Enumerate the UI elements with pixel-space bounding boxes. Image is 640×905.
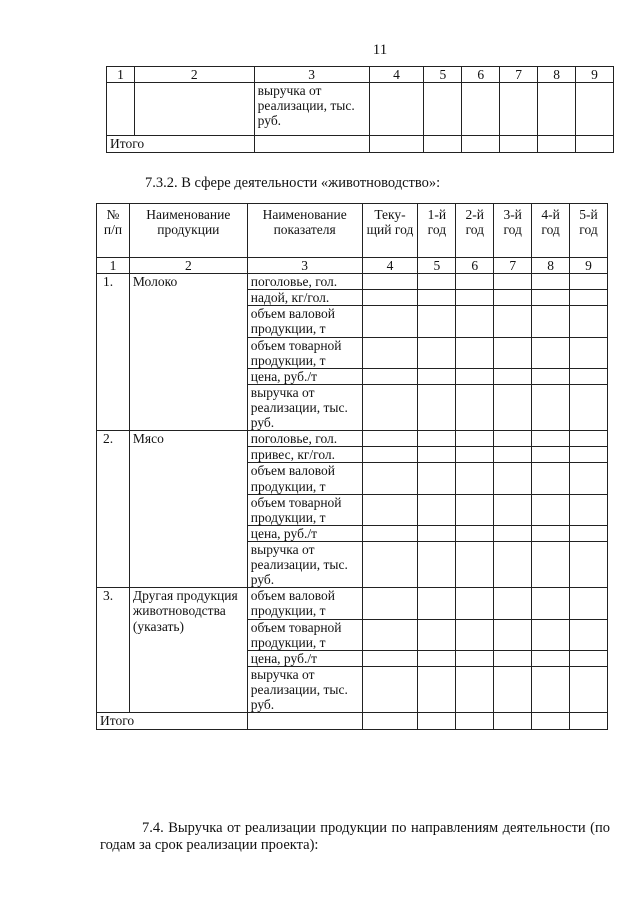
column-header: 3-й год: [494, 204, 532, 258]
value-cell: [494, 431, 532, 447]
indicator-cell: выручка от реализации, тыс. руб.: [247, 541, 362, 587]
value-cell: [532, 384, 570, 430]
indicator-cell: поголовье, гол.: [247, 274, 362, 290]
value-cell: [532, 431, 570, 447]
col-number: 3: [254, 67, 369, 83]
value-cell: [532, 525, 570, 541]
value-cell: [456, 494, 494, 525]
value-cell: [532, 713, 570, 730]
col-number: 4: [362, 258, 418, 274]
value-cell: [570, 619, 608, 650]
indicator-cell: выручка от реализации, тыс. руб.: [247, 384, 362, 430]
value-cell: [532, 337, 570, 368]
column-header: Наименование показателя: [247, 204, 362, 258]
section-title: 7.3.2. В сфере деятельности «животноводство»:: [145, 175, 441, 191]
column-header: 4-й год: [532, 204, 570, 258]
col-number: 5: [418, 258, 456, 274]
col-number: 8: [532, 258, 570, 274]
value-cell: [570, 650, 608, 666]
product-name: Молоко: [129, 274, 247, 431]
section-7-4-text: 7.4. Выручка от реализации продукции по направлениям деятельности (по годам за срок реализации проекта):: [100, 820, 610, 854]
value-cell: [494, 713, 532, 730]
value-cell: [418, 306, 456, 337]
value-cell: [494, 541, 532, 587]
value-cell: [362, 494, 418, 525]
value-cell: [532, 588, 570, 619]
value-cell: [570, 588, 608, 619]
value-cell: [494, 463, 532, 494]
column-header: Наименование продукции: [129, 204, 247, 258]
value-cell: [532, 447, 570, 463]
header-row: [97, 204, 608, 258]
value-cell: [362, 525, 418, 541]
value-cell: [456, 290, 494, 306]
value-cell: [456, 541, 494, 587]
indicator-cell: цена, руб./т: [247, 525, 362, 541]
value-cell: [494, 290, 532, 306]
value-cell: [532, 463, 570, 494]
column-header: 1-й год: [418, 204, 456, 258]
value-cell: [494, 494, 532, 525]
value-cell: [532, 306, 570, 337]
value-cell: [532, 541, 570, 587]
value-cell: [494, 337, 532, 368]
value-cell: [362, 306, 418, 337]
value-cell: [418, 541, 456, 587]
livestock-table: [96, 203, 608, 730]
value-cell: [362, 650, 418, 666]
col-number: 4: [369, 67, 424, 83]
value-cell: [418, 650, 456, 666]
col-number: 7: [494, 258, 532, 274]
value-cell: [494, 666, 532, 712]
col-number: 8: [538, 67, 576, 83]
value-cell: [456, 713, 494, 730]
value-cell: [362, 274, 418, 290]
value-cell: [362, 290, 418, 306]
table-row: [97, 431, 608, 447]
value-cell: [570, 494, 608, 525]
column-header: 2-й год: [456, 204, 494, 258]
value-cell: [494, 384, 532, 430]
value-cell: [456, 525, 494, 541]
value-cell: [570, 337, 608, 368]
value-cell: [494, 650, 532, 666]
product-name: Мясо: [129, 431, 247, 588]
col-number: 6: [462, 67, 500, 83]
value-cell: [418, 290, 456, 306]
col-number: 2: [129, 258, 247, 274]
value-cell: [456, 431, 494, 447]
value-cell: [418, 713, 456, 730]
value-cell: [418, 463, 456, 494]
indicator-cell: цена, руб./т: [247, 650, 362, 666]
value-cell: [494, 619, 532, 650]
value-cell: [418, 337, 456, 368]
value-cell: [456, 588, 494, 619]
value-cell: [418, 384, 456, 430]
value-cell: [362, 541, 418, 587]
value-cell: [570, 525, 608, 541]
value-cell: [362, 447, 418, 463]
value-cell: [570, 666, 608, 712]
value-cell: [570, 447, 608, 463]
total-label: Итого: [97, 713, 248, 730]
col-number: 9: [570, 258, 608, 274]
column-numbers-row: [107, 67, 614, 83]
value-cell: [456, 368, 494, 384]
top-table: [106, 66, 614, 153]
value-cell: [570, 713, 608, 730]
indicator-cell: выручка от реализации, тыс. руб.: [247, 666, 362, 712]
value-cell: [418, 619, 456, 650]
value-cell: [456, 274, 494, 290]
col-number: 1: [97, 258, 130, 274]
value-cell: [494, 306, 532, 337]
value-cell: [362, 463, 418, 494]
indicator-cell: объем валовой продукции, т: [247, 306, 362, 337]
column-header: № п/п: [97, 204, 130, 258]
indicator-cell: поголовье, гол.: [247, 431, 362, 447]
value-cell: [570, 463, 608, 494]
value-cell: [362, 713, 418, 730]
value-cell: [532, 368, 570, 384]
value-cell: [418, 368, 456, 384]
value-cell: [570, 541, 608, 587]
column-numbers-row: [97, 258, 608, 274]
value-cell: [362, 619, 418, 650]
row-number: 3.: [97, 588, 130, 713]
value-cell: [456, 666, 494, 712]
value-cell: [532, 494, 570, 525]
col-number: 3: [247, 258, 362, 274]
table-row: [97, 274, 608, 290]
indicator-cell: надой, кг/гол.: [247, 290, 362, 306]
value-cell: [456, 619, 494, 650]
value-cell: [247, 713, 362, 730]
indicator-cell: объем товарной продукции, т: [247, 494, 362, 525]
total-row: [107, 136, 614, 153]
total-row: [97, 713, 608, 730]
indicator-cell: объем товарной продукции, т: [247, 337, 362, 368]
value-cell: [570, 306, 608, 337]
value-cell: [570, 290, 608, 306]
value-cell: [494, 588, 532, 619]
row-number: 2.: [97, 431, 130, 588]
value-cell: [494, 525, 532, 541]
value-cell: [456, 447, 494, 463]
value-cell: [532, 619, 570, 650]
value-cell: [456, 337, 494, 368]
value-cell: [532, 274, 570, 290]
value-cell: [362, 384, 418, 430]
indicator-cell: объем валовой продукции, т: [247, 588, 362, 619]
value-cell: [570, 274, 608, 290]
col-number: 1: [107, 67, 135, 83]
col-number: 5: [424, 67, 462, 83]
col-number: 6: [456, 258, 494, 274]
table-row: [107, 83, 614, 136]
col-number: 7: [500, 67, 538, 83]
col-number: 9: [576, 67, 614, 83]
value-cell: [456, 463, 494, 494]
value-cell: [494, 274, 532, 290]
value-cell: [532, 290, 570, 306]
value-cell: [418, 588, 456, 619]
value-cell: [532, 666, 570, 712]
indicator-cell: привес, кг/гол.: [247, 447, 362, 463]
row-number: 1.: [97, 274, 130, 431]
value-cell: [418, 666, 456, 712]
value-cell: [418, 274, 456, 290]
value-cell: [494, 368, 532, 384]
value-cell: [456, 384, 494, 430]
value-cell: [362, 368, 418, 384]
table-row: [97, 588, 608, 619]
value-cell: [362, 337, 418, 368]
value-cell: [570, 384, 608, 430]
value-cell: [456, 306, 494, 337]
value-cell: [362, 588, 418, 619]
value-cell: [570, 431, 608, 447]
page-number: 11: [372, 42, 388, 58]
col-number: 2: [134, 67, 254, 83]
value-cell: [494, 447, 532, 463]
value-cell: [418, 447, 456, 463]
total-label: Итого: [107, 136, 255, 153]
column-header: Теку-щий год: [362, 204, 418, 258]
indicator-cell: объем валовой продукции, т: [247, 463, 362, 494]
value-cell: [418, 525, 456, 541]
value-cell: [362, 666, 418, 712]
value-cell: [362, 431, 418, 447]
indicator-cell: объем товарной продукции, т: [247, 619, 362, 650]
value-cell: [418, 431, 456, 447]
product-name: Другая продукция животноводства (указать): [129, 588, 247, 713]
indicator-cell: выручка от реализации, тыс. руб.: [254, 83, 369, 136]
value-cell: [456, 650, 494, 666]
value-cell: [418, 494, 456, 525]
column-header: 5-й год: [570, 204, 608, 258]
value-cell: [532, 650, 570, 666]
indicator-cell: цена, руб./т: [247, 368, 362, 384]
value-cell: [570, 368, 608, 384]
